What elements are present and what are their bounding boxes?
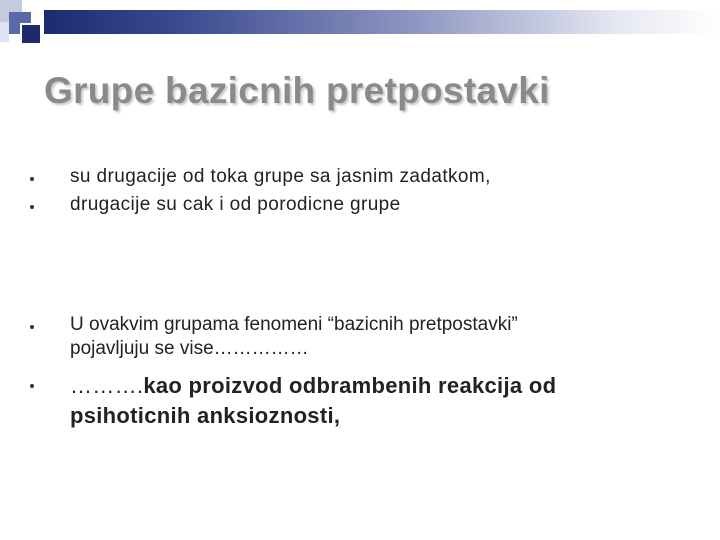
bullet-text: su drugacije od toka grupe sa jasnim zadatkom, bbox=[70, 166, 491, 187]
bullet-text-line-2: pojavljuju se vise…………… bbox=[70, 338, 309, 359]
bullet-icon bbox=[30, 384, 34, 388]
slide-title: Grupe bazicnih pretpostavki bbox=[44, 70, 550, 111]
header-decoration bbox=[0, 0, 720, 48]
bullet-text: drugacije su cak i od porodicne grupe bbox=[70, 194, 401, 215]
decor-square bbox=[0, 22, 9, 42]
header-gradient-bar bbox=[44, 10, 720, 34]
bullet-icon bbox=[30, 325, 34, 329]
bullet-icon bbox=[30, 205, 34, 209]
decor-square bbox=[20, 23, 42, 45]
bullet-icon bbox=[30, 177, 34, 181]
bullet-text-line-1: U ovakvim grupama fenomeni “bazicnih pretpostavki” bbox=[70, 314, 518, 335]
bullet-text-main: kao proizvod odbrambenih reakcija od bbox=[143, 373, 557, 398]
bullet-text-line-1 bbox=[70, 372, 710, 400]
bullet-text-line-2: psihoticnih anksioznosti, bbox=[70, 403, 341, 428]
bullet-lead-dots: ………. bbox=[70, 373, 144, 398]
